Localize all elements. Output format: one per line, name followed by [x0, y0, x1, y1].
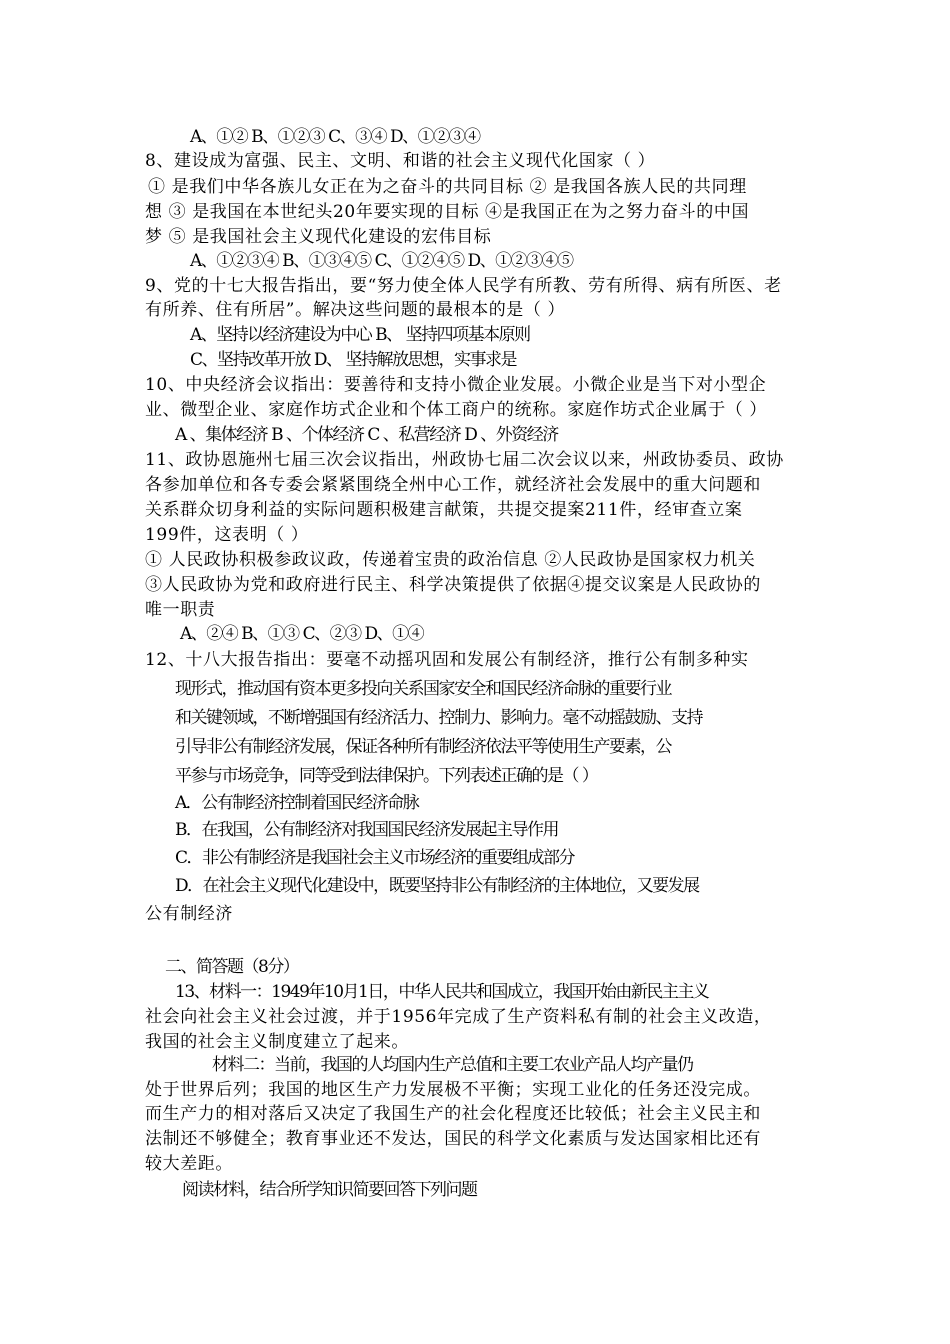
q11-options: A、②④ B、①③ C、②③ D、①④ [180, 624, 424, 644]
q11-stem-line-2: 各参加单位和各专委会紧紧围绕全州中心工作，就经济社会发展中的重大问题和 [145, 475, 761, 495]
q13-material-1-line-3: 我国的社会主义制度建立了起来。 [145, 1032, 409, 1052]
q12-stem-line-4: 引导非公有制经济发展，保证各种所有制经济依法平等使用生产要素，公 [175, 737, 671, 757]
q11-statements-line-1: ① 人民政协积极参政议政，传递着宝贵的政治信息 ②人民政协是国家权力机关 [145, 550, 756, 570]
q8-options: A、①②③④ B、①③④⑤ C、①②④⑤ D、①②③④⑤ [190, 251, 573, 271]
q13-instruction: 阅读材料，结合所学知识简要回答下列问题 [182, 1180, 477, 1200]
q13-material-2-line-1: 材料二：当前，我国的人均国内生产总值和主要工农业产品人均产量仍 [212, 1055, 693, 1075]
q7-options: A、①② B、①②③ C、③④ D、①②③④ [190, 127, 480, 147]
q13-material-1-line-2: 社会向社会主义社会过渡，并于1956年完成了生产资料私有制的社会主义改造， [145, 1007, 772, 1027]
q12-option-d-line-1: D．在社会主义现代化建设中，既要坚持非公有制经济的主体地位，又要发展 [175, 876, 699, 896]
q11-stem-line-1: 11、政协恩施州七届三次会议指出，州政协七届二次会议以来，州政协委员、政协 [145, 450, 784, 470]
q13-material-1-line-1: 13、材料一：1949年10月1日，中华人民共和国成立，我国开始由新民主主义 [175, 982, 709, 1002]
q13-material-2-line-5: 较大差距。 [145, 1154, 233, 1174]
q12-stem-line-2: 现形式，推动国有资本更多投向关系国家安全和国民经济命脉的重要行业 [175, 679, 671, 699]
q8-statements-line-2: 想 ③ 是我国在本世纪头20年要实现的目标 ④是我国正在为之努力奋斗的中国 [145, 202, 750, 222]
q13-material-2-line-4: 法制还不够健全；教育事业还不发达，国民的科学文化素质与发达国家相比还有 [145, 1129, 761, 1149]
q9-options-cd: C、坚持改革开放 D、 坚持解放思想，实事求是 [190, 350, 516, 370]
q9-stem-line-2: 有所养、住有所居”。解决这些问题的最根本的是（ ） [145, 300, 566, 320]
q11-statements-line-3: 唯一职责 [145, 600, 216, 620]
q12-option-d-line-2: 公有制经济 [145, 904, 233, 924]
q13-material-2-line-2: 处于世界后列；我国的地区生产力发展极不平衡；实现工业化的任务还没完成。 [145, 1080, 761, 1100]
q12-option-a: A．公有制经济控制着国民经济命脉 [175, 793, 419, 813]
q12-option-c: C．非公有制经济是我国社会主义市场经济的重要组成部分 [175, 848, 575, 868]
q9-options-ab: A、坚持以经济建设为中心 B、 坚持四项基本原则 [190, 325, 530, 345]
q12-stem-line-3: 和关键领域，不断增强国有经济活力、控制力、影响力。毫不动摇鼓励、支持 [175, 708, 702, 728]
q13-material-2-line-3: 而生产力的相对落后又决定了我国生产的社会化程度还比较低；社会主义民主和 [145, 1104, 761, 1124]
q9-stem-line-1: 9、党的十七大报告指出，要“努力使全体人民学有所教、劳有所得、病有所医、老 [145, 276, 782, 296]
q11-stem-line-3: 关系群众切身利益的实际问题积极建言献策，共提交提案211件，经审查立案 [145, 500, 743, 520]
q11-statements-line-2: ③人民政协为党和政府进行民主、科学决策提供了依据④提交议案是人民政协的 [145, 575, 761, 595]
q12-option-b: B．在我国，公有制经济对我国国民经济发展起主导作用 [175, 820, 558, 840]
q10-stem-line-2: 业、微型企业、家庭作坊式企业和个体工商户的统称。家庭作坊式企业属于（ ） [145, 400, 768, 420]
q8-statements-line-1: ① 是我们中华各族儿女正在为之奋斗的共同目标 ② 是我国各族人民的共同理 [148, 177, 747, 197]
q10-options: A 、集体经济 B 、个体经济 C 、私营经济 D 、外资经济 [175, 425, 558, 445]
section-title: 二、简答题（8分） [165, 957, 299, 977]
q8-statements-line-3: 梦 ⑤ 是我国社会主义现代化建设的宏伟目标 [145, 227, 492, 247]
q12-stem-line-1: 12、十八大报告指出：要毫不动摇巩固和发展公有制经济，推行公有制多种实 [145, 650, 749, 670]
q8-stem: 8、建设成为富强、民主、文明、和谐的社会主义现代化国家（ ） [145, 151, 656, 171]
q12-stem-line-5: 平参与市场竞争，同等受到法律保护。下列表述正确的是（ ） [175, 766, 598, 786]
q11-stem-line-4: 199件，这表明（ ） [145, 525, 309, 545]
q10-stem-line-1: 10、中央经济会议指出：要善待和支持小微企业发展。小微企业是当下对小型企 [145, 375, 767, 395]
